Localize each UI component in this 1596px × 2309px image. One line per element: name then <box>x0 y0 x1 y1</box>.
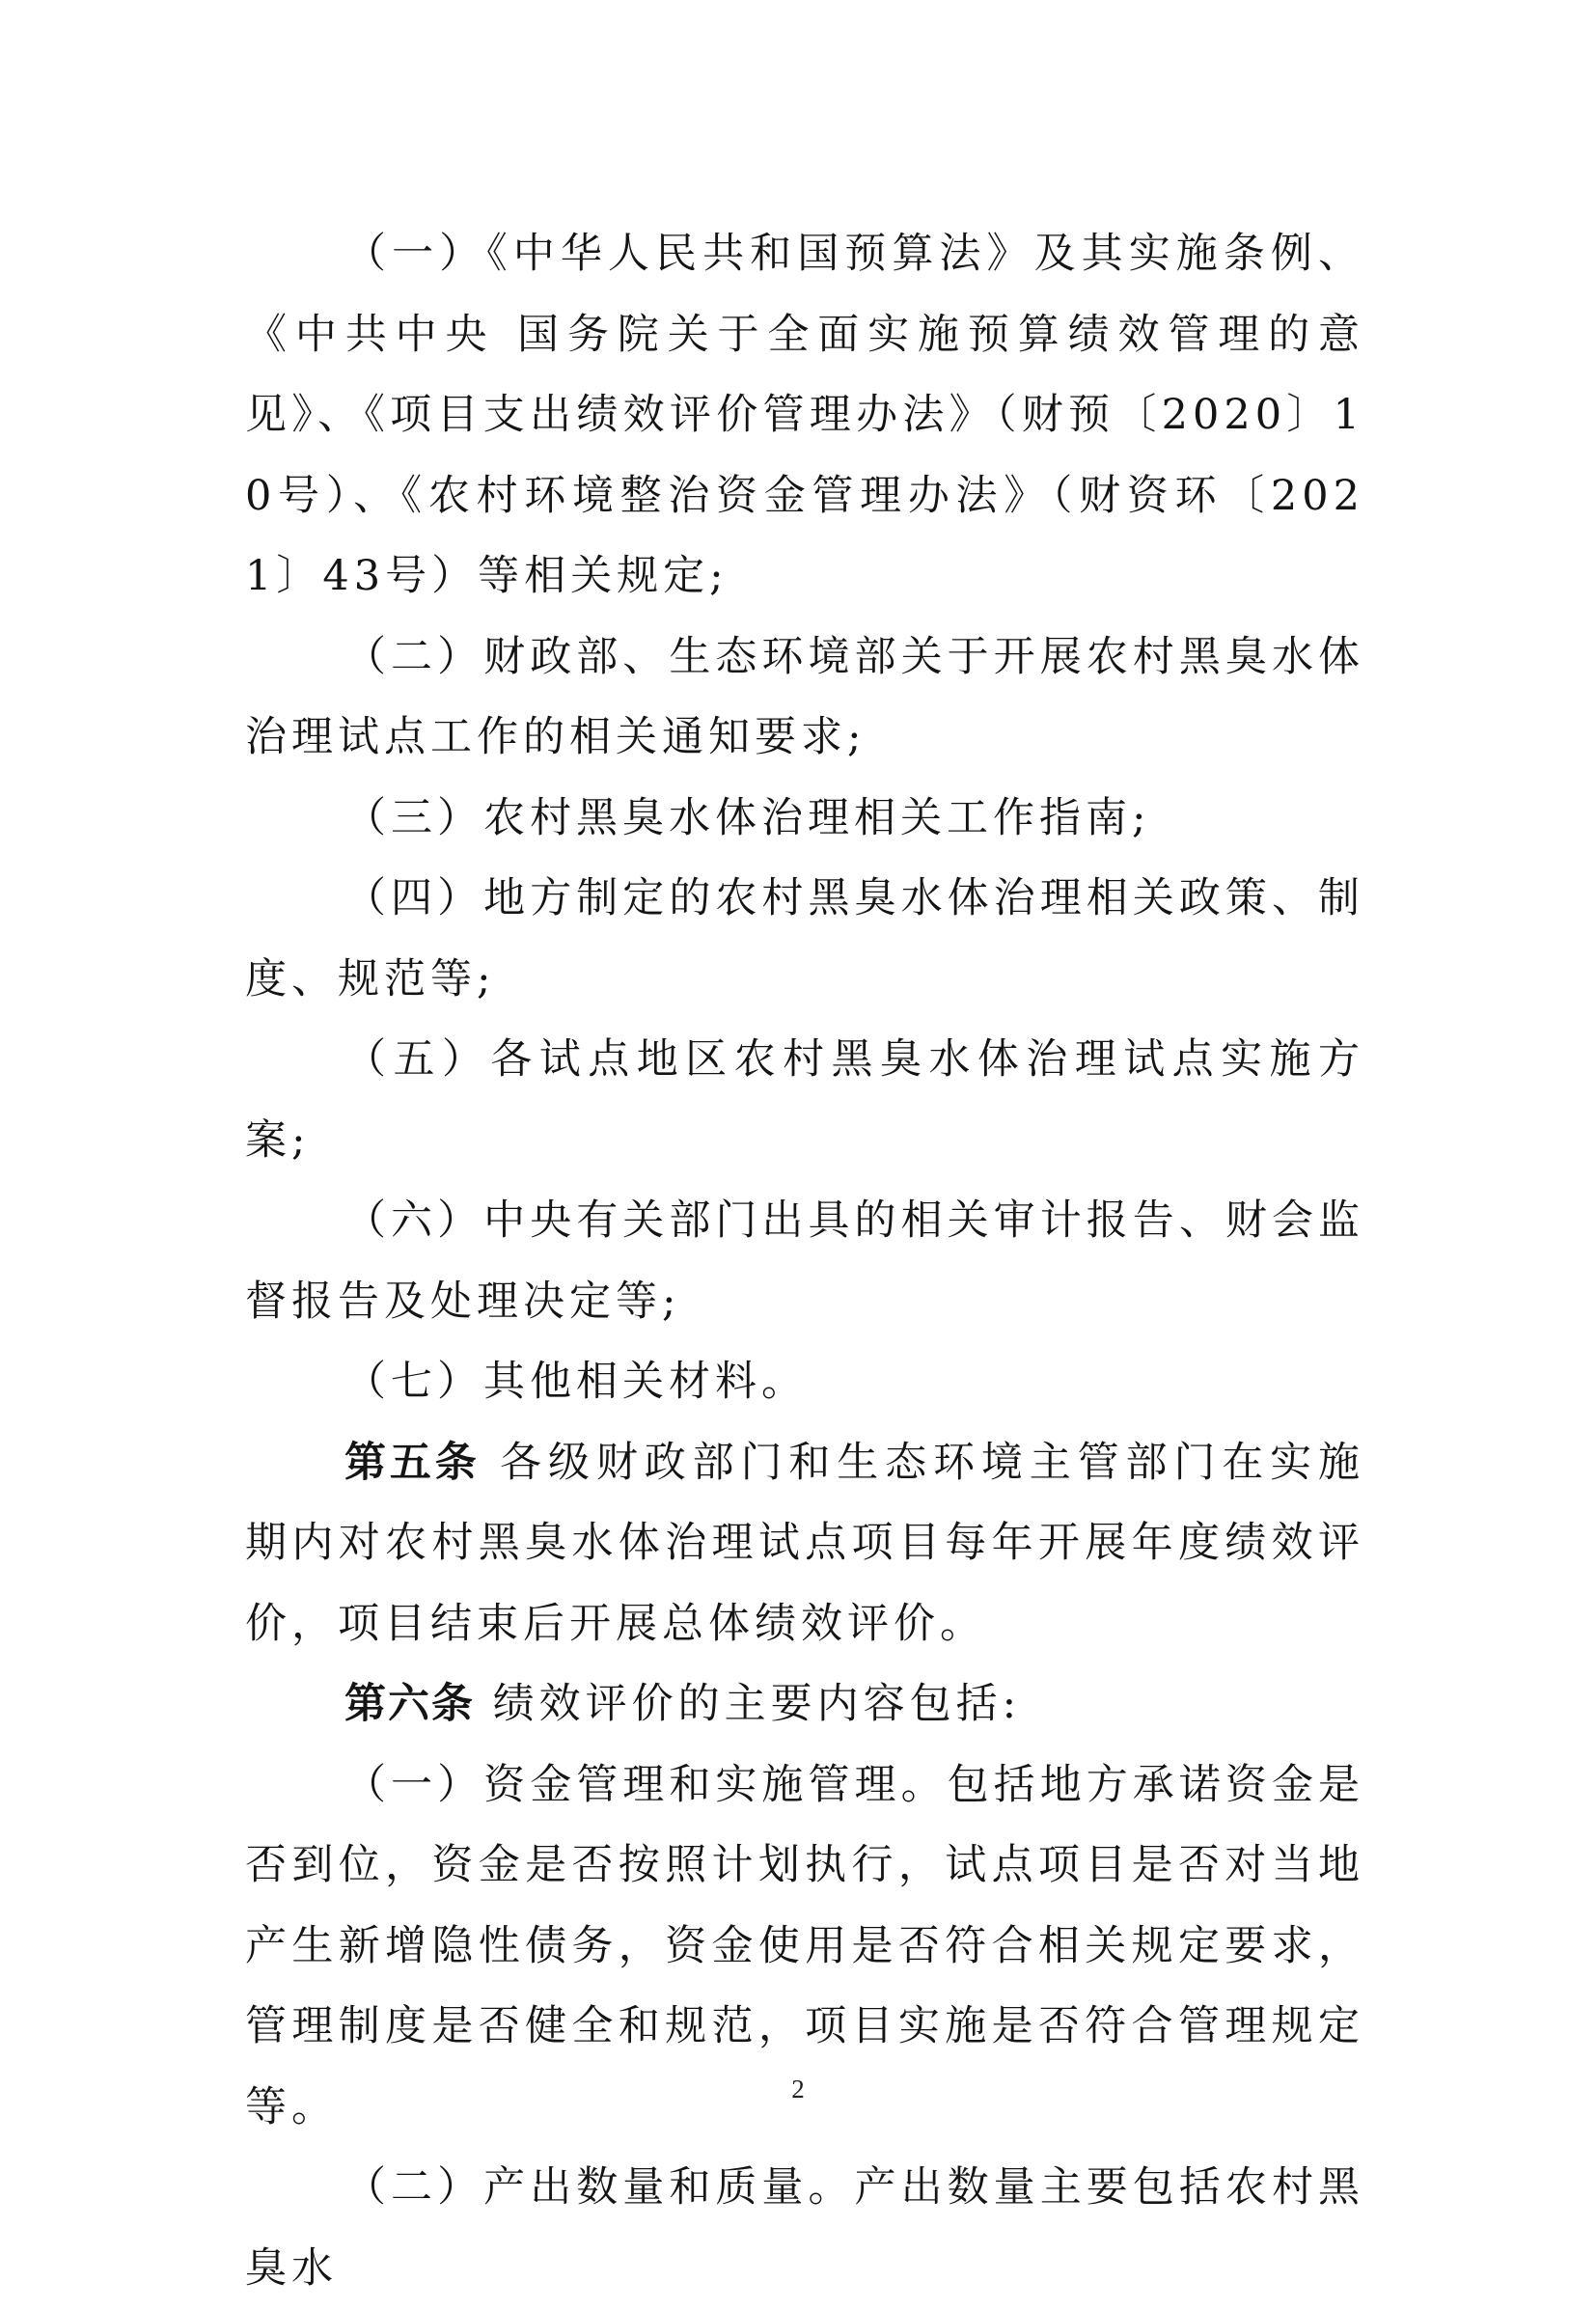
paragraph <box>245 859 1364 1020</box>
paragraph-text: （一）《中华人民共和国预算法》及其实施条例、《中共中央 国务院关于全面实施预算绩效管理的意见》、《项目支出绩效评价管理办法》（财预〔2020〕10号）、《农村环境整治资金管理办法》（财资环〔2021〕43号）等相关规定; <box>245 230 1364 600</box>
article-5-paragraph <box>245 1423 1364 1665</box>
paragraph-text: （四）地方制定的农村黑臭水体治理相关政策、制度、规范等; <box>245 874 1364 1003</box>
article-label: 第五条 <box>344 1438 481 1487</box>
paragraph <box>245 2148 1364 2309</box>
paragraph-text: （七）其他相关材料。 <box>344 1358 808 1406</box>
paragraph <box>245 618 1364 779</box>
paragraph-text: （三）农村黑臭水体治理相关工作指南; <box>344 793 1151 842</box>
paragraph-text: 各级财政部门和生态环境主管部门在实施期内对农村黑臭水体治理试点项目每年开展年度绩效评价，项目结束后开展总体绩效评价。 <box>245 1438 1365 1648</box>
paragraph <box>245 779 1364 860</box>
article-label: 第六条 <box>344 1680 475 1728</box>
paragraph-text: （二）产出数量和质量。产出数量主要包括农村黑臭水 <box>245 2163 1364 2293</box>
paragraph-text: （六）中央有关部门出具的相关审计报告、财会监督报告及处理决定等; <box>245 1196 1364 1326</box>
paragraph <box>245 214 1364 618</box>
paragraph-text: 绩效评价的主要内容包括: <box>492 1680 1022 1728</box>
page-number: 2 <box>791 2075 805 2103</box>
paragraph <box>245 1020 1364 1181</box>
document-body <box>245 214 1364 2309</box>
paragraph-text: （一）资金管理和实施管理。包括地方承诺资金是否到位，资金是否按照计划执行，试点项目是否对当地产生新增隐性债务，资金使用是否符合相关规定要求，管理制度是否健全和规范，项目实施是否符合管理规定等。 <box>245 1760 1364 2131</box>
paragraph-text: （二）财政部、生态环境部关于开展农村黑臭水体治理试点工作的相关通知要求; <box>245 632 1364 761</box>
article-6-paragraph <box>245 1664 1364 1745</box>
paragraph-text: （五）各试点地区农村黑臭水体治理试点实施方案; <box>245 1035 1364 1165</box>
paragraph <box>245 1342 1364 1423</box>
paragraph <box>245 1181 1364 1342</box>
